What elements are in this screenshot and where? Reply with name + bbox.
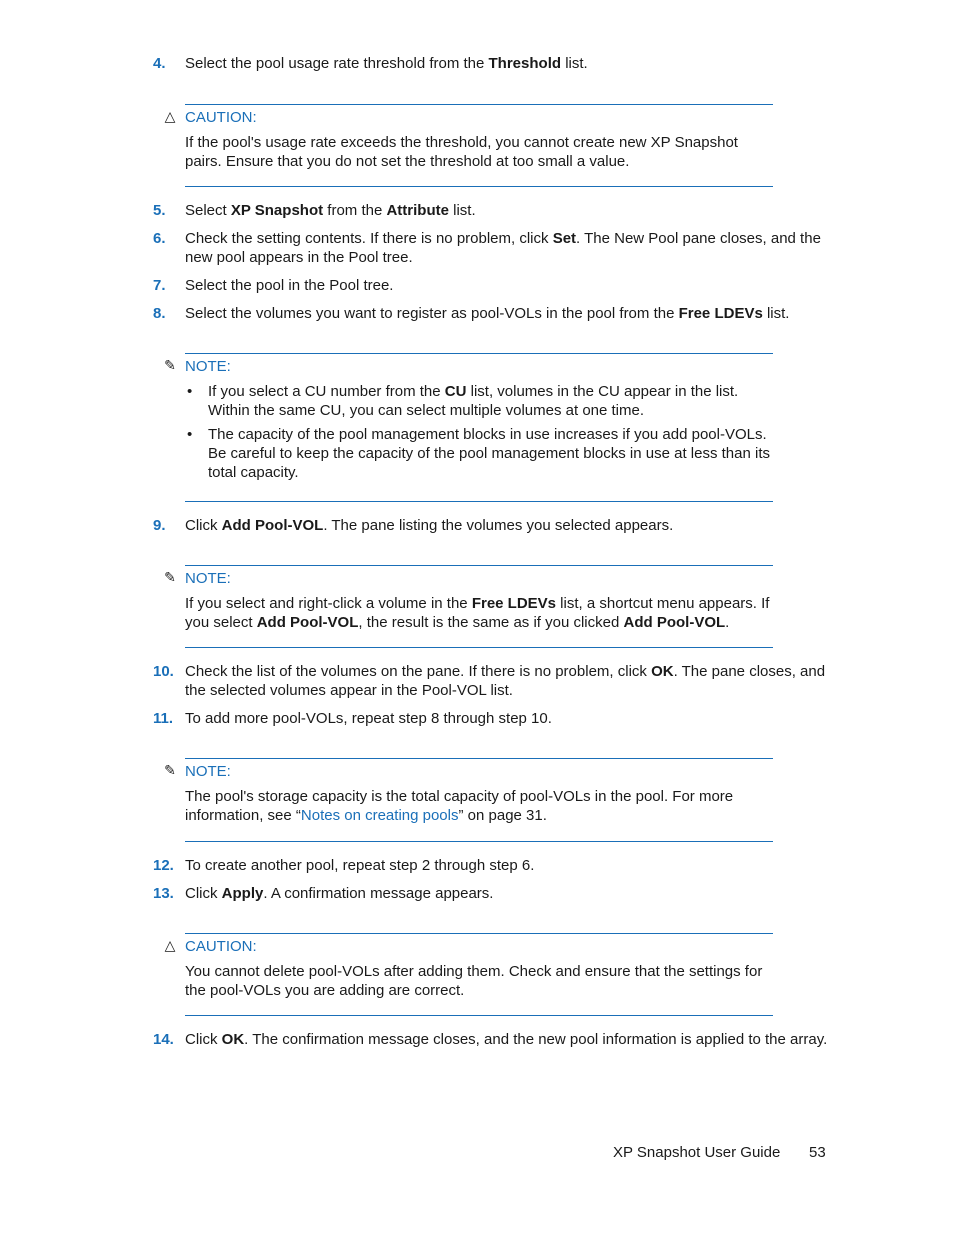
step-number: 13. xyxy=(153,885,174,902)
step-text-part: Check the setting contents. If there is no problem, click xyxy=(185,230,553,247)
ui-term: Attribute xyxy=(386,202,449,219)
ui-term: Add Pool-VOL xyxy=(623,614,726,631)
caution-label: CAUTION: xyxy=(185,109,257,126)
caution-box xyxy=(164,933,773,1016)
cross-reference-link[interactable]: Notes on creating pools xyxy=(300,807,459,824)
warning-triangle-icon: △ xyxy=(164,937,176,953)
step-number: 12. xyxy=(153,857,174,874)
step-number: 8. xyxy=(153,305,166,322)
note-text-part: list, a shortcut menu appears. If you select xyxy=(185,595,770,631)
caution-text: You cannot delete pool-VOLs after adding them. Check and ensure that the settings for the pool-VOLs you are adding are correct. xyxy=(185,963,763,999)
ui-term: Set xyxy=(552,230,577,247)
ui-term: XP Snapshot xyxy=(230,202,324,219)
ui-term: Add Pool-VOL xyxy=(256,614,359,631)
step-text-part: Check the list of the volumes on the pane. If there is no problem, click xyxy=(185,663,652,680)
ui-term: Threshold xyxy=(488,55,562,72)
step-text-part: list. xyxy=(762,305,790,322)
note-label: NOTE: xyxy=(185,358,231,375)
step-text-part: . The pane closes, and the selected volumes appear in the Pool-VOL list. xyxy=(185,663,826,699)
step-text-part: . The confirmation message closes, and the new pool information is applied to the array. xyxy=(244,1031,828,1048)
caution-box xyxy=(164,104,773,187)
footer-title: XP Snapshot User Guide xyxy=(613,1144,781,1161)
step-text xyxy=(185,1030,830,1049)
step-number: 7. xyxy=(153,277,166,294)
note-label: NOTE: xyxy=(185,570,231,587)
step-text-part: from the xyxy=(323,202,387,219)
step-number: 5. xyxy=(153,202,166,219)
step-text-part: list. xyxy=(561,55,588,72)
step-text xyxy=(185,201,830,220)
step-text-part: Select xyxy=(185,202,231,219)
step-text-part: Select the volumes you want to register as pool-VOLs in the pool from the xyxy=(185,305,679,322)
note-pad-icon: ✎ xyxy=(164,569,176,585)
ui-term: OK xyxy=(221,1031,245,1048)
note-text-part: , the result is the same as if you clicked xyxy=(358,614,624,631)
step-text xyxy=(185,229,830,267)
note-text xyxy=(185,787,773,825)
ui-term: Free LDEVs xyxy=(471,595,557,612)
step-text: Select the pool in the Pool tree. xyxy=(185,277,394,294)
step-text xyxy=(185,304,830,323)
ui-term: OK xyxy=(651,663,674,680)
ui-term: Apply xyxy=(221,885,264,902)
step-text: To add more pool-VOLs, repeat step 8 through step 10. xyxy=(185,710,552,727)
note-bullet-list xyxy=(185,382,773,487)
warning-triangle-icon: △ xyxy=(164,108,176,124)
page-number: 53 xyxy=(809,1144,826,1161)
caution-text: If the pool's usage rate exceeds the threshold, you cannot create new XP Snapshot pairs. Ensure that you do not set the threshold at too small a value. xyxy=(185,134,738,170)
step-number: 4. xyxy=(153,55,166,72)
note-label: NOTE: xyxy=(185,763,231,780)
ui-term: Free LDEVs xyxy=(678,305,763,322)
note-text-part: If you select and right-click a volume in the xyxy=(185,595,472,612)
step-text-part: . The pane listing the volumes you selected appears. xyxy=(323,517,674,534)
step-number: 10. xyxy=(153,663,174,680)
step-text-part: list. xyxy=(448,202,476,219)
note-box xyxy=(164,353,773,502)
step-text: To create another pool, repeat step 2 through step 6. xyxy=(185,857,535,874)
ui-term: Add Pool-VOL xyxy=(221,517,324,534)
step-text xyxy=(185,662,830,700)
step-number: 6. xyxy=(153,230,166,247)
ui-term: CU xyxy=(444,383,467,400)
step-text-part: Click xyxy=(185,885,222,902)
step-text xyxy=(185,884,830,903)
step-text-part: Click xyxy=(185,1031,222,1048)
note-text-part: The pool's storage capacity is the total capacity of pool-VOLs in the pool. For more information, see “ xyxy=(185,788,734,824)
note-box xyxy=(164,758,773,842)
step-text xyxy=(185,54,830,73)
note-box xyxy=(164,565,773,648)
caution-label: CAUTION: xyxy=(185,938,257,955)
note-pad-icon: ✎ xyxy=(164,762,176,778)
note-pad-icon: ✎ xyxy=(164,357,176,373)
note-text-part: If you select a CU number from the xyxy=(208,383,445,400)
step-number: 9. xyxy=(153,517,166,534)
step-text-part: Click xyxy=(185,517,222,534)
list-item: • The capacity of the pool management blocks in use increases if you add pool-VOLs. Be careful to keep the capacity of the pool management blocks in use at less than its total capacity. xyxy=(185,425,773,482)
step-number: 14. xyxy=(153,1031,174,1048)
note-text-part: . xyxy=(725,614,730,631)
step-text-part: . The New Pool pane closes, and the new pool appears in the Pool tree. xyxy=(185,230,821,266)
list-item xyxy=(185,382,773,420)
step-text xyxy=(185,516,830,535)
note-text-part: ” on page 31. xyxy=(458,807,547,824)
step-text-part: Select the pool usage rate threshold from the xyxy=(185,55,489,72)
step-number: 11. xyxy=(153,710,174,727)
note-text-part: list, volumes in the CU appear in the list. Within the same CU, you can select multiple volumes at one time. xyxy=(208,383,739,419)
step-text-part: . A confirmation message appears. xyxy=(263,885,494,902)
note-text xyxy=(185,594,773,632)
